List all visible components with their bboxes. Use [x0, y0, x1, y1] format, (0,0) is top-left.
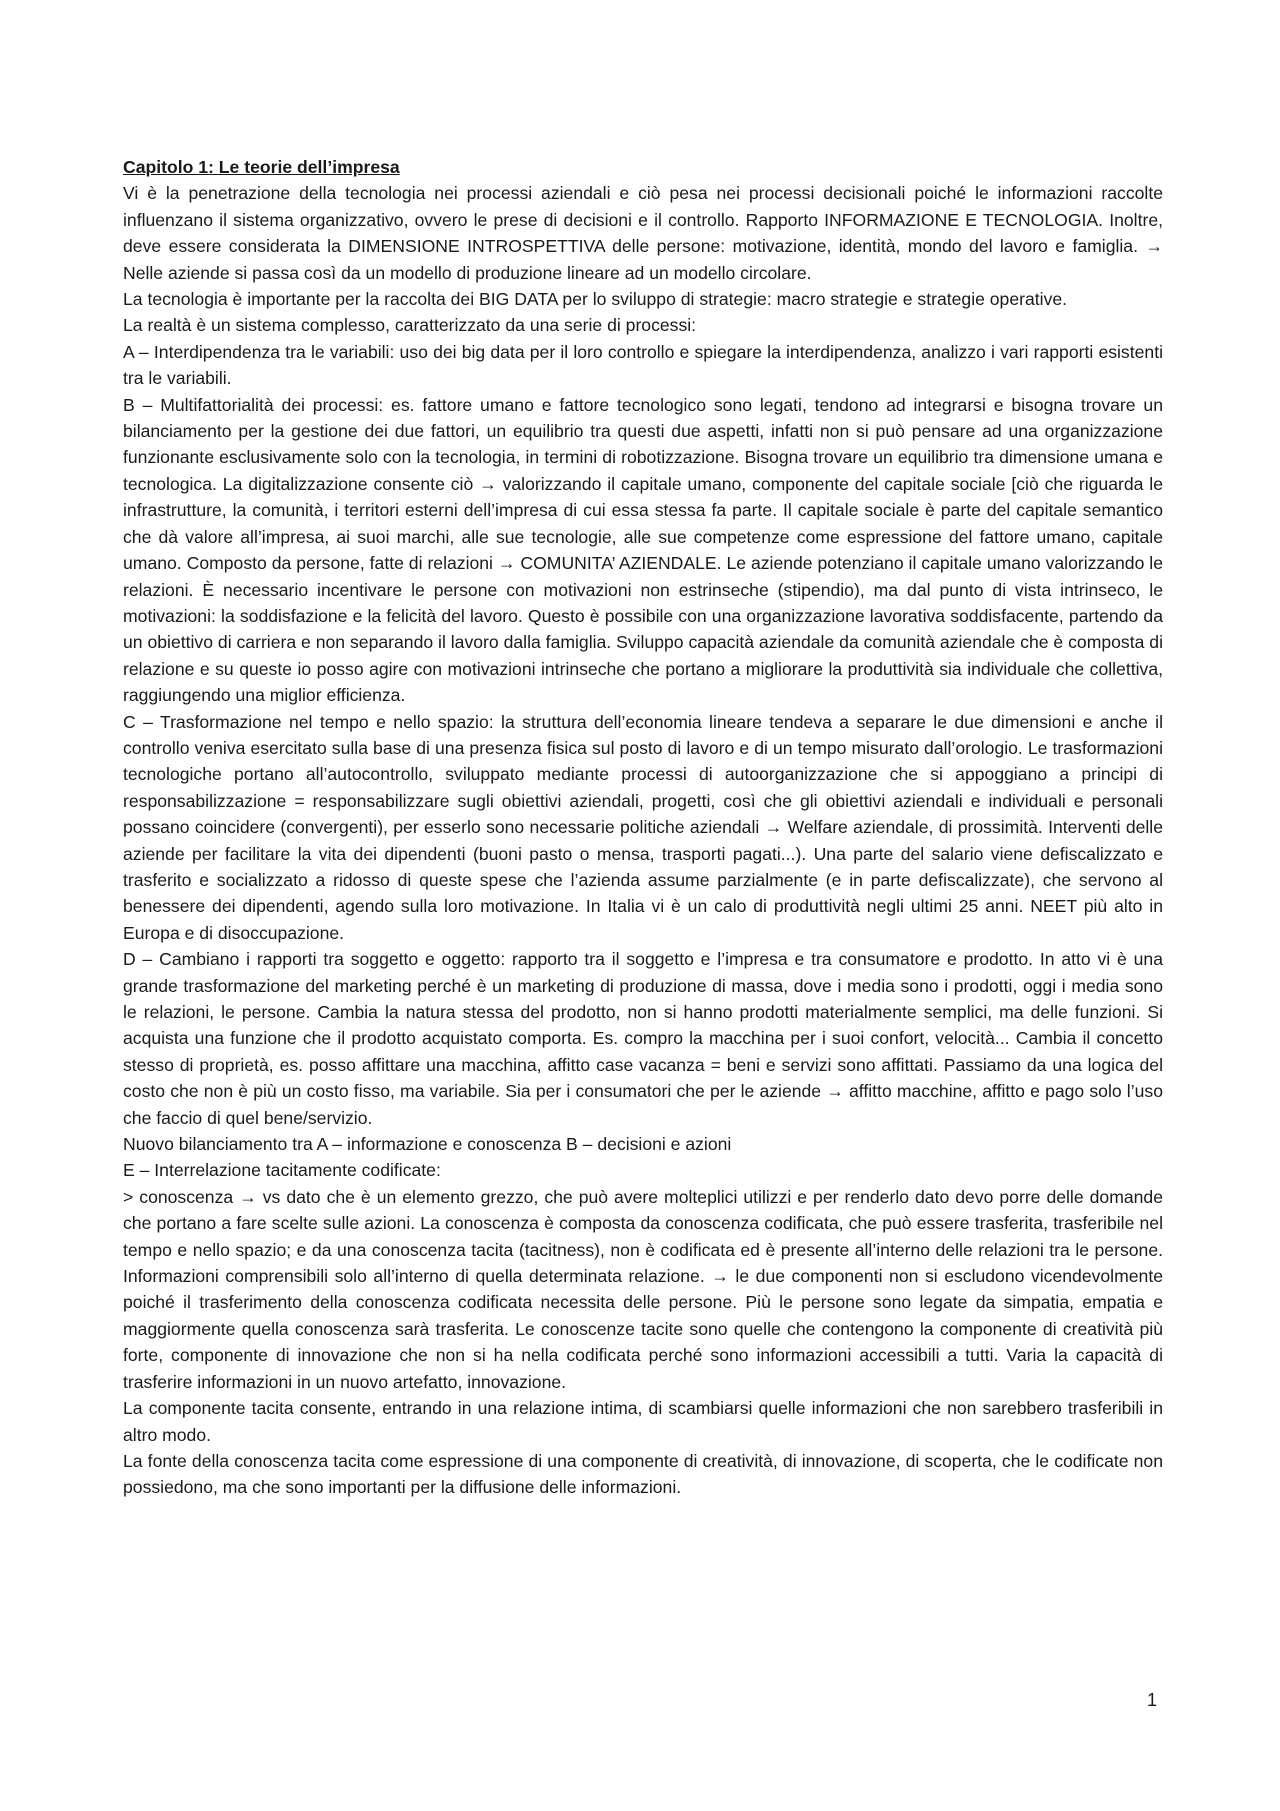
paragraph-point-a: A – Interdipendenza tra le variabili: uso dei big data per il loro controllo e spiegare la interdipendenza, analizzo i vari rapporti esistenti tra le variabili. [123, 341, 1163, 389]
paragraph-tacit-component: La componente tacita consente, entrando in una relazione intima, di scambiarsi quelle informazioni che non sarebbero trasferibili in altro modo. [123, 1398, 1163, 1445]
paragraph-big-data: La tecnologia è importante per la raccolta dei BIG DATA per lo sviluppo di strategie: macro strategie e strategie operative. [123, 289, 1068, 310]
paragraph-point-d: D – Cambiano i rapporti tra soggetto e oggetto: rapporto tra il soggetto e l’impresa e tra consumatore e prodotto. In atto vi è una grande trasformazione del marketing perché è un marketing di produzione di massa, dove i media sono i prodotti, oggi i media sono le relazioni, le persone. Cambia la natura stessa del prodotto, non si hanno prodotti materialmente semplici, ma delle funzioni. Si acquista una funzione che il prodotto acquistato comporta. Es. compro la macchina per i suoi confort, velocità... Cambia il concetto stesso di proprietà, es. posso affittare una macchina, affitto case vacanza = beni e servizi sono affittati. Passiamo da una logica del costo che non è più un costo fisso, ma variabile. Sia per i consumatori che per le aziende → affitto macchine, affitto e pago solo l’uso che faccio di quel bene/servizio. [123, 949, 1163, 1128]
paragraph-intro: Vi è la penetrazione della tecnologia nei processi aziendali e ciò pesa nei processi decisionali poiché le informazioni raccolte influenzano il sistema organizzativo, ovvero le prese di decisioni e il controllo. Rapporto INFORMAZIONE E TECNOLOGIA. Inoltre, deve essere considerata la DIMENSIONE INTROSPETTIVA delle persone: motivazione, identità, mondo del lavoro e famiglia. → Nelle aziende si passa così da un modello di produzione lineare ad un modello circolare. [123, 183, 1163, 283]
paragraph-complex-system: La realtà è un sistema complesso, caratterizzato da una serie di processi: [123, 315, 697, 336]
paragraph-knowledge: > conoscenza → vs dato che è un elemento grezzo, che può avere molteplici utilizzi e per renderlo dato devo porre delle domande che portano a fare scelte sulle azioni. La conoscenza è composta da conoscenza codificata, che può essere trasferita, trasferibile nel tempo e nello spazio; e da una conoscenza tacita (tacitness), non è codificata ed è presente all’interno delle relazioni tra le persone. Informazioni comprensibili solo all’interno di quella determinata relazione. → le due componenti non si escludono vicendevolmente poiché il trasferimento della conoscenza codificata necessita delle persone. Più le persone sono legate da simpatia, empatia e maggiormente quella conoscenza sarà trasferita. Le conoscenze tacite sono quelle che contengono la componente di creatività più forte, componente di innovazione che non si ha nella codificata perché sono informazioni accessibili a tutti. Varia la capacità di trasferire informazioni in un nuovo artefatto, innovazione. [123, 1186, 1163, 1392]
chapter-title: Capitolo 1: Le teorie dell’impresa [123, 157, 400, 177]
paragraph-point-c: C – Trasformazione nel tempo e nello spazio: la struttura dell’economia lineare tendeva a separare le due dimensioni e anche il controllo veniva esercitato sulla base di una presenza fisica sul posto di lavoro e di un tempo misurato dall’orologio. Le trasformazioni tecnologiche portano all’autocontrollo, sviluppato mediante processi di autoorganizzazione che si appoggiano a principi di responsabilizzazione = responsabilizzare sugli obiettivi aziendali, progetti, così che gli obiettivi aziendali e individuali e personali possano coincidere (convergenti), per esserlo sono necessarie politiche aziendali → Welfare aziendale, di prossimità. Interventi delle aziende per facilitare la vita dei dipendenti (buoni pasto o mensa, trasporti pagati...). Una parte del salario viene defiscalizzato e trasferito e socializzato a ridosso di queste spese che l’azienda assume parzialmente (e in parte defiscalizzate), che servono al benessere dei dipendenti, agendo sulla loro motivazione. In Italia vi è un calo di produttività negli ultimi 25 anni. NEET più alto in Europa e di disoccupazione. [123, 711, 1163, 943]
document-body [123, 154, 1163, 1501]
paragraph-balance: Nuovo bilanciamento tra A – informazione e conoscenza B – decisioni e azioni [123, 1134, 732, 1155]
paragraph-point-e: E – Interrelazione tacitamente codificate: [123, 1160, 441, 1181]
page-number: 1 [1147, 1690, 1158, 1710]
paragraph-point-b: B – Multifattorialità dei processi: es. fattore umano e fattore tecnologico sono legati, tendono ad integrarsi e bisogna trovare un bilanciamento per la gestione dei due fattori, un equilibrio tra questi due aspetti, infatti non si può pensare ad una organizzazione funzionante esclusivamente solo con la tecnologia, in termini di robotizzazione. Bisogna trovare un equilibrio tra dimensione umana e tecnologica. La digitalizzazione consente ciò → valorizzando il capitale umano, componente del capitale sociale [ciò che riguarda le infrastrutture, la comunità, i territori esterni dell’impresa di cui essa stessa fa parte. Il capitale sociale è parte del capitale semantico che dà valore all’impresa, ai suoi marchi, alle sue tecnologie, alle sue competenze come espressione del fattore umano, capitale umano. Composto da persone, fatte di relazioni → COMUNITA’ AZIENDALE. Le aziende potenziano il capitale umano valorizzando le relazioni. È necessario incentivare le persone con motivazioni non estrinseche (stipendio), ma dal punto di vista intrinseco, le motivazioni: la soddisfazione e la felicità del lavoro. Questo è possibile con una organizzazione lavorativa soddisfacente, partendo da un obiettivo di carriera e non separando il lavoro dalla famiglia. Sviluppo capacità aziendale da comunità aziendale che è composta di relazione e su queste io posso agire con motivazioni intrinseche che portano a migliorare la produttività sia individuale che collettiva, raggiungendo una miglior efficienza. [123, 394, 1163, 706]
paragraph-tacit-source: La fonte della conoscenza tacita come espressione di una componente di creatività, di innovazione, di scoperta, che le codificate non possiedono, ma che sono importanti per la diffusione delle informazioni. [123, 1450, 1163, 1498]
